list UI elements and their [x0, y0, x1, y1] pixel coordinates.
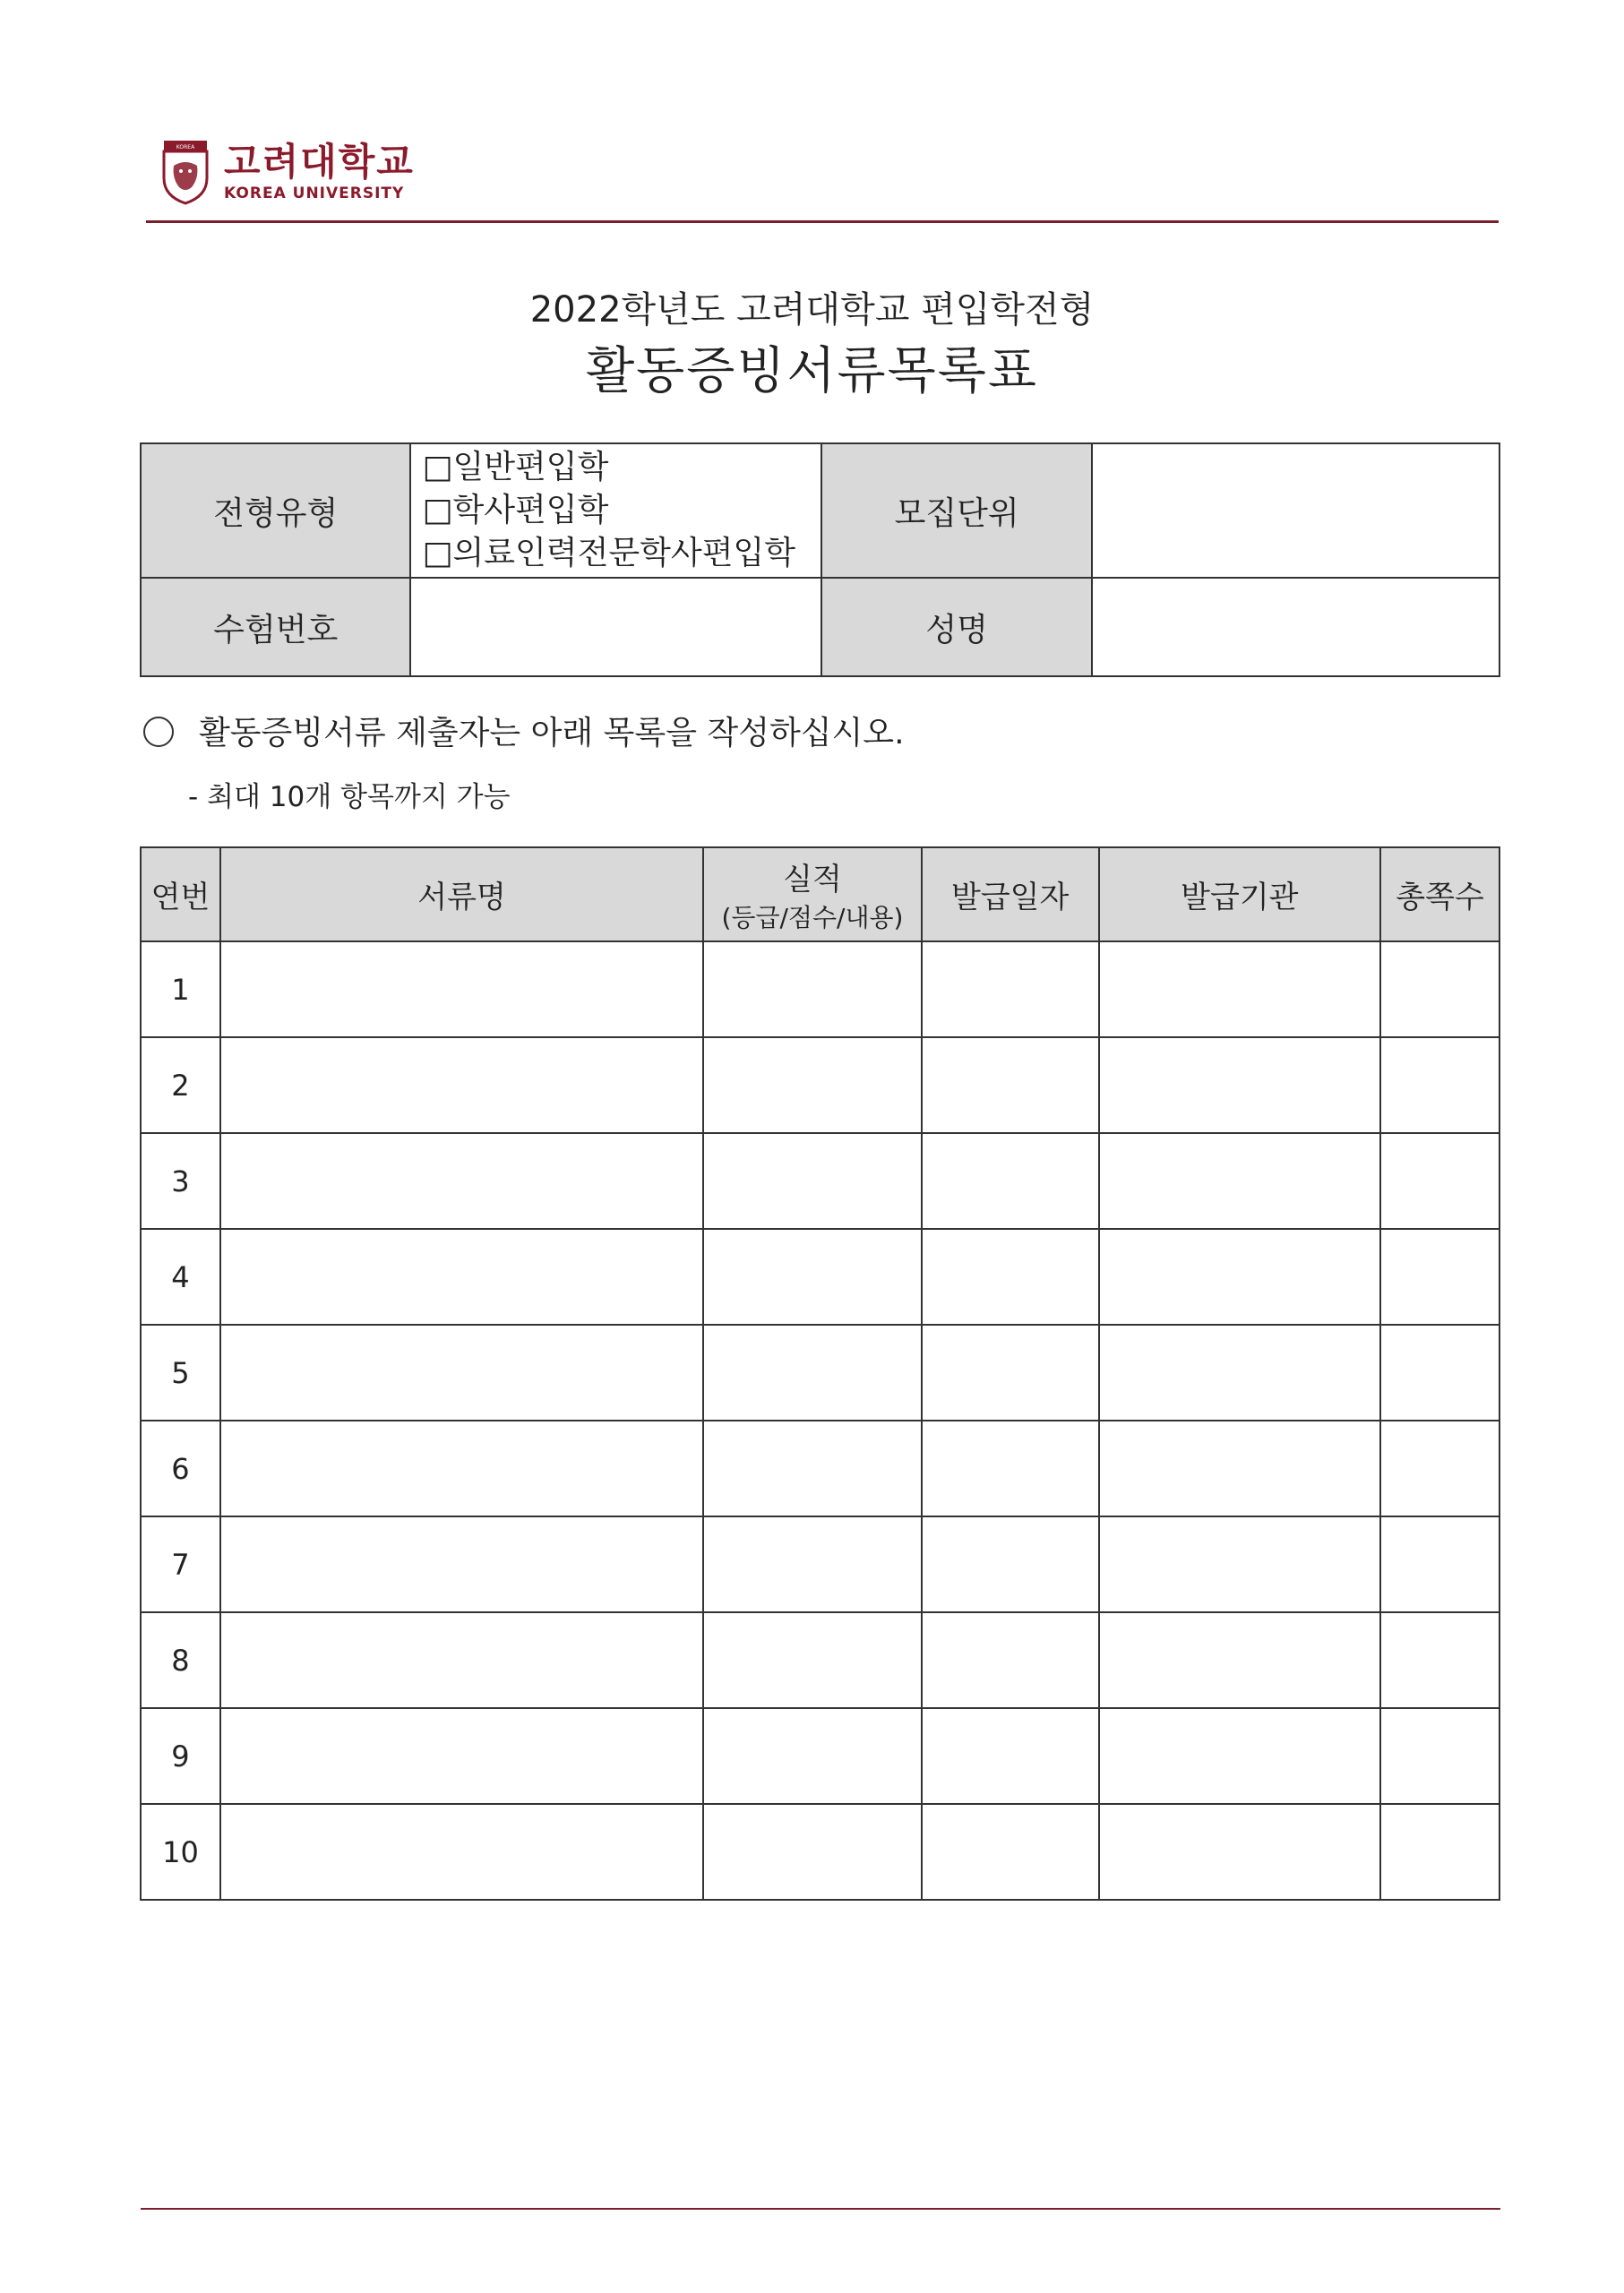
row-number: 4	[141, 1229, 220, 1325]
row-number: 1	[141, 941, 220, 1037]
header-issuer: 발급기관	[1099, 847, 1381, 941]
pages-cell[interactable]	[1380, 1708, 1499, 1804]
instruction-note: - 최대 10개 항목까지 가능	[188, 781, 511, 813]
applicant-info-table	[140, 442, 1500, 677]
pages-cell[interactable]	[1380, 1804, 1499, 1900]
issue-date-cell[interactable]	[922, 1229, 1099, 1325]
issuer-cell[interactable]	[1099, 1612, 1381, 1708]
university-seal-icon	[161, 139, 210, 205]
result-cell[interactable]	[703, 1804, 922, 1900]
table-row	[141, 1612, 1499, 1708]
issuer-cell[interactable]	[1099, 1516, 1381, 1612]
logo-name-kr: 고려대학교	[224, 140, 415, 184]
result-cell[interactable]	[703, 1421, 922, 1516]
header-doc-name: 서류명	[220, 847, 703, 941]
instruction-line	[143, 708, 905, 753]
header-pages: 총쪽수	[1380, 847, 1499, 941]
header-result-sub: (등급/점수/내용)	[721, 903, 904, 932]
doc-name-cell[interactable]	[220, 1229, 703, 1325]
issuer-cell[interactable]	[1099, 1421, 1381, 1516]
issuer-cell[interactable]	[1099, 1037, 1381, 1133]
option-bachelor-transfer[interactable]: □학사편입학	[422, 492, 609, 528]
table-row	[141, 1037, 1499, 1133]
result-cell[interactable]	[703, 1612, 922, 1708]
doc-name-cell[interactable]	[220, 1612, 703, 1708]
svg-text:KOREA: KOREA	[176, 144, 195, 150]
instruction-text: 활동증빙서류 제출자는 아래 목록을 작성하십시오.	[199, 715, 905, 751]
issue-date-cell[interactable]	[922, 1133, 1099, 1229]
issuer-cell[interactable]	[1099, 1325, 1381, 1421]
issuer-cell[interactable]	[1099, 1229, 1381, 1325]
doc-name-cell[interactable]	[220, 1325, 703, 1421]
table-row	[141, 1325, 1499, 1421]
table-row	[141, 1804, 1499, 1900]
doc-name-cell[interactable]	[220, 1037, 703, 1133]
table-row	[141, 1421, 1499, 1516]
table-row	[141, 1516, 1499, 1612]
row-number: 9	[141, 1708, 220, 1804]
issuer-cell[interactable]	[1099, 1133, 1381, 1229]
doc-name-cell[interactable]	[220, 1804, 703, 1900]
doc-name-cell[interactable]	[220, 1516, 703, 1612]
row-number: 3	[141, 1133, 220, 1229]
result-cell[interactable]	[703, 1708, 922, 1804]
exam-number-field[interactable]	[410, 578, 821, 676]
name-field[interactable]	[1092, 578, 1499, 676]
document-list-table	[140, 846, 1500, 1901]
document-title: 활동증빙서류목록표	[586, 342, 1038, 400]
recruitment-unit-label: 모집단위	[821, 443, 1091, 578]
row-number: 8	[141, 1612, 220, 1708]
table-row	[141, 1708, 1499, 1804]
issue-date-cell[interactable]	[922, 1612, 1099, 1708]
recruitment-unit-field[interactable]	[1092, 443, 1499, 578]
pages-cell[interactable]	[1380, 1516, 1499, 1612]
row-number: 7	[141, 1516, 220, 1612]
pages-cell[interactable]	[1380, 1037, 1499, 1133]
issue-date-cell[interactable]	[922, 941, 1099, 1037]
footer-divider	[141, 2208, 1500, 2210]
pages-cell[interactable]	[1380, 1229, 1499, 1325]
issue-date-cell[interactable]	[922, 1037, 1099, 1133]
result-cell[interactable]	[703, 1516, 922, 1612]
header-no: 연번	[141, 847, 220, 941]
table-row	[141, 941, 1499, 1037]
header-divider	[146, 220, 1499, 223]
pages-cell[interactable]	[1380, 1325, 1499, 1421]
issuer-cell[interactable]	[1099, 1804, 1381, 1900]
result-cell[interactable]	[703, 1325, 922, 1421]
result-cell[interactable]	[703, 1229, 922, 1325]
header-result-label: 실적	[783, 862, 842, 897]
doc-name-cell[interactable]	[220, 1421, 703, 1516]
issuer-cell[interactable]	[1099, 1708, 1381, 1804]
table-row	[141, 1133, 1499, 1229]
issuer-cell[interactable]	[1099, 941, 1381, 1037]
result-cell[interactable]	[703, 1133, 922, 1229]
doc-name-cell[interactable]	[220, 941, 703, 1037]
circle-bullet-icon	[143, 717, 174, 747]
row-number: 6	[141, 1421, 220, 1516]
table-row	[141, 1229, 1499, 1325]
result-cell[interactable]	[703, 941, 922, 1037]
issue-date-cell[interactable]	[922, 1325, 1099, 1421]
logo-name-en: KOREA UNIVERSITY	[224, 185, 405, 202]
pages-cell[interactable]	[1380, 1612, 1499, 1708]
option-medical-transfer[interactable]: □의료인력전문학사편입학	[422, 535, 796, 571]
option-general-transfer[interactable]: □일반편입학	[422, 449, 609, 485]
admission-type-options	[410, 443, 821, 578]
pages-cell[interactable]	[1380, 1421, 1499, 1516]
name-label: 성명	[821, 578, 1091, 676]
row-number: 2	[141, 1037, 220, 1133]
issue-date-cell[interactable]	[922, 1708, 1099, 1804]
pages-cell[interactable]	[1380, 1133, 1499, 1229]
issue-date-cell[interactable]	[922, 1804, 1099, 1900]
university-logo	[161, 139, 415, 205]
admission-type-label: 전형유형	[141, 443, 410, 578]
doc-name-cell[interactable]	[220, 1133, 703, 1229]
row-number: 10	[141, 1804, 220, 1900]
pages-cell[interactable]	[1380, 941, 1499, 1037]
doc-name-cell[interactable]	[220, 1708, 703, 1804]
header-result	[703, 847, 922, 941]
header-issue-date: 발급일자	[922, 847, 1099, 941]
issue-date-cell[interactable]	[922, 1421, 1099, 1516]
exam-number-label: 수험번호	[141, 578, 410, 676]
result-cell[interactable]	[703, 1037, 922, 1133]
row-number: 5	[141, 1325, 220, 1421]
document-subtitle: 2022학년도 고려대학교 편입학전형	[529, 289, 1095, 331]
issue-date-cell[interactable]	[922, 1516, 1099, 1612]
